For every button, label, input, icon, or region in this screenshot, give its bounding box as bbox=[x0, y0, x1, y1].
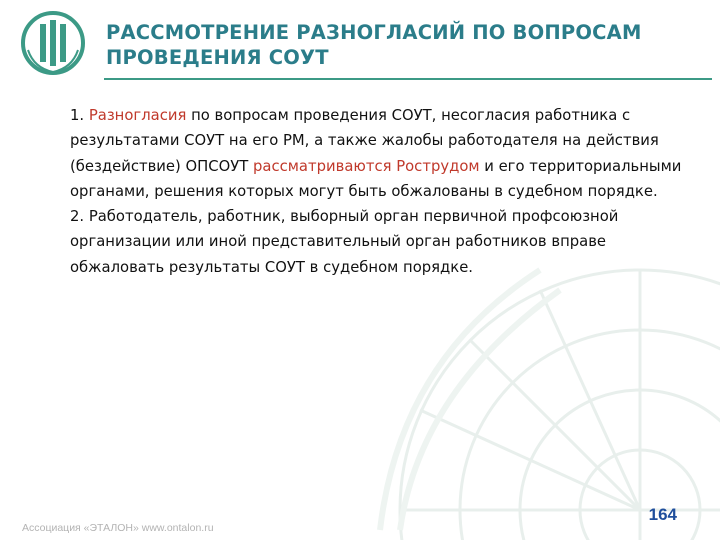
paragraph-1 bbox=[70, 103, 700, 204]
logo-icon bbox=[20, 10, 86, 76]
footer-text: Ассоциация «ЭТАЛОН» www.ontalon.ru bbox=[22, 522, 214, 534]
paragraph-1-text-2: и его территориальными органами, решения которых могут быть обжалованы в судебном порядке. bbox=[70, 157, 682, 200]
highlight-disagreements: Разногласия bbox=[88, 107, 187, 124]
title-line-2: ПРОВЕДЕНИЯ СОУТ bbox=[106, 46, 329, 69]
page-number: 164 bbox=[648, 505, 677, 524]
highlight-rostrud: рассматриваются Рострудом bbox=[253, 157, 480, 175]
paragraph-2: 2. Работодатель, работник, выборный орган первичной профсоюзной организации или иной представительный орган работников вправе обжаловать результаты СОУТ в судебном порядке. bbox=[70, 208, 619, 276]
title-line-1: РАССМОТРЕНИЕ РАЗНОГЛАСИЙ ПО ВОПРОСАМ bbox=[106, 21, 642, 44]
paragraph-1-text-1: по вопросам проведения СОУТ, несогласия работника с результатами СОУТ на его РМ, а также жалобы работодателя на действия (бездействие) ОПСОУТ bbox=[70, 107, 659, 175]
title-divider bbox=[104, 78, 712, 80]
page-title bbox=[106, 20, 706, 70]
paragraph-1-prefix: 1. bbox=[70, 107, 89, 124]
slide-body bbox=[70, 103, 700, 280]
